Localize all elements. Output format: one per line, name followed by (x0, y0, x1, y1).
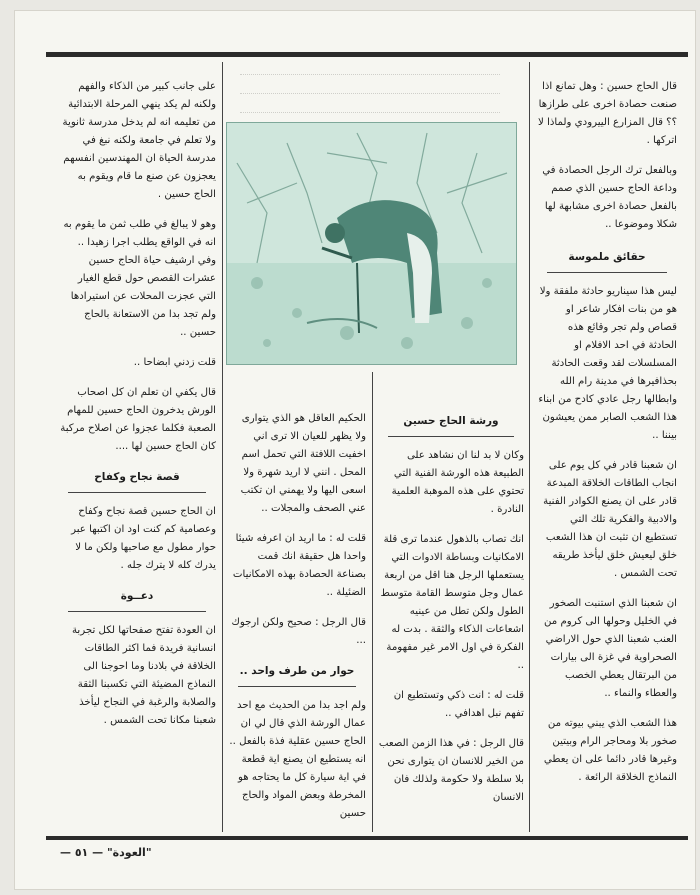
paragraph: قلت له : انت ذكي وتستطيع ان تفهم نبل اهدافي .. (393, 690, 524, 719)
paragraph: ولم اجد بدا من الحديث مع احد عمال الورشة الذي قال لي ان الحاج حسين عقلية فذة بالفعل .. انه يستطيع ان يصنع اية قطعة في اية سيارة كل ما يحتاجه هو المخرطة وبعض المواد والحاج حسين (229, 700, 366, 819)
paragraph: وبالفعل ترك الرجل الحصادة في وداعة الحاج حسين الذي صمم بالفعل حصادة اخرى مشابهة لها شكلا وموضوعا .. (542, 165, 677, 230)
paragraph: انك تصاب بالذهول عندما ترى قلة الامكانيات وبساطة الادوات التي يستعملها الرجل هنا اقل من اربعة عمال وجل متوسط القامة متوسط الطول ولكن تطل من عينيه اشعاعات الذكاء والثقة . بدت له الفكرة في اول الامر غير مفهومة .. (380, 534, 524, 671)
heading-underline (68, 492, 206, 493)
paragraph: ان العودة تفتح صفحاتها لكل تجربة انسانية فريدة فما اكثر الطاقات الخلاقة في بلادنا وما احوجنا الى النماذج المضيئة التي تكسبنا الثقة والصلابة والرغبة في النجاح ليأخذ شعبنا مكانا تحت الشمس . (71, 625, 216, 726)
section-heading: دعــوة (120, 590, 154, 602)
paragraph: ان شعبنا الذي استنبت الصخور في الخليل وحولها الى كروم من العنب شعبنا الذي حول الاراضي الصحراوية في غزة الى بيارات من البرتقال يعطي الخصب والعطاء والنماء .. (544, 598, 677, 699)
paragraph: قال الحاج حسين : وهل تمانع اذا صنعت حصادة اخرى على طرازها ؟؟ قال المزارع الييرودي ولماذا لا اتركها . (538, 81, 677, 146)
paragraph: قال الرجل : صحيح ولكن ارجوك ... (231, 617, 366, 646)
section-heading: قصة نجاح وكفاح (94, 471, 180, 483)
paragraph: هذا الشعب الذي يبني بيوته من صخور بلا ومحاجر الرام وبيتين وغيرها قادر دائما على ان يعطي النماذج الخلاقة الرائعة . (543, 718, 677, 783)
heading-underline (547, 272, 667, 273)
heading-underline (68, 611, 206, 612)
paragraph: على جانب كبير من الذكاء والفهم ولكنه لم يكد ينهي المرحلة الابتدائية من تعليمه انه لم يدخل مدرسة ثانوية ولا تعلم في جامعة ولكنه نبغ في مدرسة الحياة ان المهندسين انفسهم يعجزون عن صنع ما قام ويقوم به الحاج حسين . (62, 81, 216, 200)
heading-underline (388, 436, 514, 437)
column-left (58, 78, 216, 742)
column-rule-2 (222, 62, 223, 832)
bottom-rule (46, 836, 688, 840)
column-middle-right (378, 412, 524, 819)
bleed-through-texture (240, 64, 500, 114)
heading-underline (238, 686, 356, 687)
paragraph: قال الرجل : في هذا الزمن الصعب من الخير للانسان ان يتوارى نحن بلا سلطة ولا حكومة ولذلك فان الانسان (378, 738, 524, 803)
column-rule-1 (529, 62, 530, 832)
workshop-photo (226, 122, 517, 365)
paragraph: قلت زدني ابضاحا .. (133, 357, 216, 368)
paragraph: ان الحاج حسين قصة نجاح وكفاح وعصامية كم كنت اود ان اكتبها عبر حوار مطول مع صاحبها ولكن ما لا يدرك كله لا يترك جله . (71, 506, 216, 571)
column-middle-left (228, 410, 366, 835)
page-footer: "العودة" — ٥١ — (60, 846, 152, 859)
paragraph: وهو لا يبالغ في طلب ثمن ما يقوم به انه في الواقع يطلب اجرا زهيدا .. وفي ارشيف حياة الحاج حسين عشرات القصص حول قطع الغيار التي عجزت المحلات عن استيرادها ولم تجد بدا من الاستعانة بالحاج حسين .. (63, 219, 216, 338)
top-rule (46, 52, 688, 57)
paragraph: الحكيم العاقل هو الذي يتوارى ولا يظهر للعيان الا ترى اني اخفيت اللافتة التي تحمل اسم المحل . انني لا اريد شهرة ولا اسعى اليها ولا يهمني ان تكتب عني الصحف والمجلات .. (240, 413, 366, 514)
paragraph: وكان لا بد لنا ان نشاهد على الطبيعة هذه الورشة الفنية التي تحتوي على هذه الموهبة العلمية النادرة . (391, 450, 524, 515)
paragraph: ان شعبنا قادر في كل يوم على انجاب الطاقات الخلاقة المبدعة قادر على ان يصنع الكوادر الفنية والادبية والفكرية تلك التي تستطيع ان تثبت ان هذا الشعب خلق ليعيش خلق ليأخذ طريقه تحت الشمس . (543, 460, 677, 579)
paragraph: قال يكفي ان تعلم ان كل اصحاب الورش يدخرون الحاج حسين للمهام الصعبة فكلما عجزوا عن اصلاح مركبة كان الحاج حسين لها .... (60, 387, 216, 452)
column-right (537, 78, 677, 799)
paragraph: قلت له : ما اريد ان اعرفه شيئا واحدا هل حقيقة انك قمت بصناعة الحصادة بهذه الامكانيات الضئيلة .. (232, 533, 366, 598)
section-heading: حقائق ملموسة (568, 251, 646, 263)
column-rule-3 (372, 372, 373, 832)
section-heading: حوار من طرف واحد .. (239, 665, 355, 677)
section-heading: ورشة الحاج حسين (403, 415, 499, 427)
paragraph: ليس هذا سيناريو حادثة ملفقة ولا هو من بنات افكار شاعر او قصاص ولم تجر وقائع هذه الحادثة في احد الافلام او المسلسلات لقد وقعت الحادثة بحذافيرها في مدينة رام الله وابطالها رجل عادي كادح من ابناء هذا الشعب الصابر ممن يعيشون بيننا .. (538, 286, 677, 441)
